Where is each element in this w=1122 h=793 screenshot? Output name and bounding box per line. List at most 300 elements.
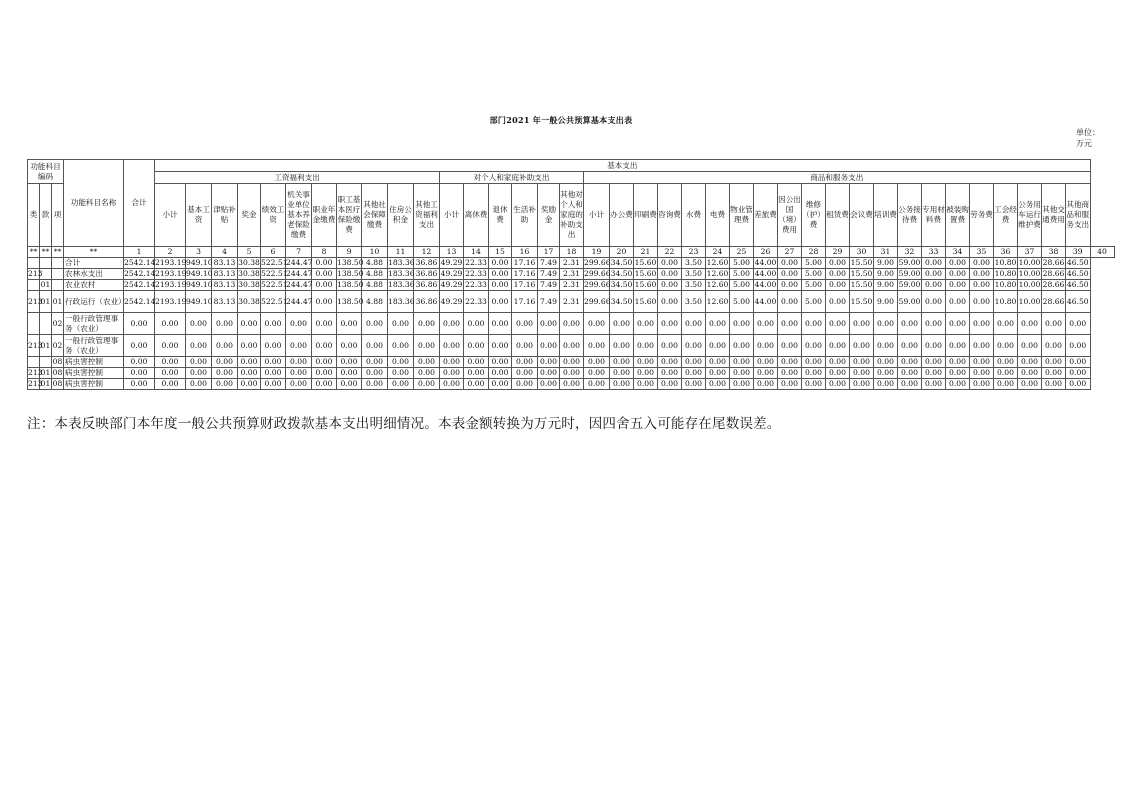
value-cell: 17.16: [512, 269, 538, 280]
value-cell: 0.00: [124, 368, 155, 379]
value-cell: 183.36: [388, 291, 414, 313]
value-cell: 0.00: [994, 368, 1018, 379]
value-cell: 0.00: [778, 258, 802, 269]
value-cell: 0.00: [238, 357, 261, 368]
subject-name-cell: 一般行政管理事务（农业）: [64, 335, 124, 357]
column-number: 4: [212, 247, 238, 258]
goods-col-header: 租赁费: [826, 184, 850, 247]
lei-cell: 213: [28, 379, 43, 388]
goods-col-header: 工会经费: [994, 184, 1018, 247]
value-cell: 49.29: [440, 280, 463, 289]
value-cell: 0.00: [362, 368, 388, 379]
value-cell: 0.00: [238, 335, 261, 357]
value-cell: 0.00: [1066, 357, 1091, 368]
header-row: [28, 160, 1115, 172]
value-cell: 0.00: [658, 269, 682, 280]
value-cell: 0.00: [464, 379, 489, 390]
subject-name-cell: 农林水支出: [64, 269, 124, 280]
value-cell: 0.00: [362, 335, 388, 357]
lei-mark: **: [28, 247, 40, 258]
value-cell: 0.00: [584, 368, 610, 379]
value-cell: 0.00: [754, 357, 778, 368]
value-cell: 0.00: [440, 313, 464, 335]
kuan-cell: 01: [40, 291, 52, 313]
column-number: 22: [658, 247, 682, 258]
value-cell: 0.00: [489, 258, 512, 269]
value-cell: 0.00: [584, 313, 610, 335]
goods-col-header: 物业管理费: [730, 184, 754, 247]
value-cell: 3.50: [682, 291, 706, 313]
value-cell: 0.00: [238, 368, 261, 379]
value-cell: 0.00: [778, 379, 802, 390]
value-cell: 0.00: [489, 379, 512, 390]
value-cell: 0.00: [440, 368, 464, 379]
column-number: 19: [584, 247, 610, 258]
table-body: [28, 258, 1115, 390]
value-cell: 0.00: [802, 357, 826, 368]
value-cell: 0.00: [312, 357, 337, 368]
value-cell: 49.29: [440, 269, 463, 278]
value-cell: 0.00: [512, 368, 538, 379]
value-cell: 0.00: [186, 379, 212, 390]
kuan-mark: **: [40, 247, 52, 258]
value-cell: 34.50: [610, 280, 633, 289]
value-cell: 299.66: [584, 280, 611, 289]
value-cell: 0.00: [414, 379, 440, 390]
value-cell: 0.00: [610, 368, 634, 379]
value-cell: 59.00: [898, 291, 922, 313]
value-cell: 0.00: [362, 313, 388, 335]
xiang-cell: 02: [52, 335, 64, 357]
value-cell: 183.36: [388, 258, 415, 267]
value-cell: 34.50: [610, 269, 633, 278]
column-number: 1: [124, 247, 155, 258]
value-cell: 5.00: [730, 269, 754, 280]
goods-col-header: 被装购置费: [946, 184, 970, 247]
value-cell: 0.00: [337, 368, 362, 379]
value-cell: 2.31: [560, 258, 584, 269]
value-cell: 0.00: [682, 335, 706, 357]
xiang-cell: 01: [52, 291, 64, 313]
value-cell: 0.00: [1018, 335, 1042, 357]
value-cell: 0.00: [754, 335, 778, 357]
value-cell: 2.31: [560, 280, 584, 291]
value-cell: 0.00: [388, 357, 414, 368]
personal-col-header: 离休费: [464, 184, 489, 247]
column-number: 24: [706, 247, 730, 258]
personal-col-header: 其他对个人和家庭的补助支出: [560, 184, 584, 247]
value-cell: 17.16: [512, 291, 538, 313]
value-cell: 0.00: [874, 313, 898, 335]
value-cell: 5.00: [730, 291, 754, 313]
goods-col-header: 咨询费: [658, 184, 682, 247]
table-row: [28, 368, 1115, 379]
column-number: 17: [538, 247, 560, 258]
wage-col-header: 其他工资福利支出: [414, 184, 440, 247]
column-number: 8: [312, 247, 337, 258]
personal-col-header: 生活补助: [512, 184, 538, 247]
value-cell: 0.00: [1042, 335, 1066, 357]
value-cell: 244.47: [286, 291, 312, 313]
value-cell: 0.00: [312, 368, 337, 379]
value-cell: 0.00: [970, 368, 994, 379]
value-cell: 0.00: [970, 280, 994, 291]
value-cell: 10.00: [1018, 269, 1041, 278]
value-cell: 0.00: [898, 368, 922, 379]
value-cell: 30.38: [238, 291, 261, 313]
subject-name-cell: 一般行政管理事务（农业）: [64, 313, 124, 335]
unit-label: 单位：万元: [1076, 128, 1100, 148]
value-cell: 59.00: [898, 269, 921, 278]
table-row: [28, 379, 1115, 390]
xiang-cell: [52, 269, 64, 280]
value-cell: 0.00: [124, 335, 155, 357]
value-cell: 10.00: [1018, 280, 1041, 289]
value-cell: 0.00: [186, 335, 212, 357]
value-cell: 0.00: [337, 335, 362, 357]
value-cell: 0.00: [658, 280, 682, 291]
table-row: [28, 291, 1115, 313]
value-cell: 299.66: [584, 269, 611, 278]
value-cell: 0.00: [754, 379, 778, 390]
value-cell: 0.00: [946, 368, 970, 379]
value-cell: 36.86: [414, 258, 440, 269]
value-cell: 0.00: [754, 368, 778, 379]
value-cell: 0.00: [826, 313, 850, 335]
column-number: 36: [994, 247, 1018, 258]
value-cell: 0.00: [682, 313, 706, 335]
value-cell: 30.38: [238, 280, 260, 289]
code-group-header: 功能科目编码: [28, 160, 64, 184]
value-cell: 0.00: [560, 313, 584, 335]
value-cell: 83.13: [212, 291, 238, 313]
lei-cell: 213: [28, 269, 43, 278]
value-cell: 2542.14: [124, 291, 155, 313]
value-cell: 10.80: [994, 269, 1017, 278]
value-cell: 0.00: [946, 379, 970, 390]
value-cell: 0.00: [414, 368, 440, 379]
value-cell: 0.00: [584, 379, 610, 390]
subject-name-cell: 农业农村: [64, 280, 124, 291]
value-cell: 0.00: [1066, 335, 1091, 357]
name-mark: **: [64, 247, 124, 258]
value-cell: 0.00: [414, 357, 440, 368]
value-cell: 30.38: [238, 258, 260, 267]
value-cell: 30.38: [238, 269, 260, 278]
column-number: 9: [337, 247, 362, 258]
value-cell: 0.00: [778, 335, 802, 357]
value-cell: 0.00: [634, 313, 658, 335]
value-cell: 2.31: [560, 291, 584, 313]
value-cell: 0.00: [682, 368, 706, 379]
value-cell: 0.00: [440, 357, 464, 368]
value-cell: 2542.14: [124, 280, 156, 289]
value-cell: 0.00: [1066, 379, 1091, 390]
value-cell: 0.00: [946, 280, 970, 291]
lei-cell: [28, 313, 40, 335]
column-number: 2: [155, 247, 186, 258]
value-cell: 0.00: [312, 269, 337, 280]
value-cell: 28.66: [1042, 280, 1065, 289]
value-cell: 0.00: [1018, 313, 1042, 335]
value-cell: 0.00: [634, 368, 658, 379]
value-cell: 0.00: [610, 335, 634, 357]
value-cell: 0.00: [1066, 368, 1091, 379]
value-cell: 0.00: [826, 379, 850, 390]
value-cell: 0.00: [778, 280, 802, 291]
value-cell: 0.00: [155, 357, 186, 368]
value-cell: 2542.14: [124, 258, 156, 267]
value-cell: 0.00: [610, 357, 634, 368]
value-cell: 522.51: [261, 291, 286, 313]
value-cell: 522.51: [261, 280, 288, 289]
personal-col-header: 退休费: [489, 184, 512, 247]
value-cell: 0.00: [802, 335, 826, 357]
value-cell: 0.00: [464, 368, 489, 379]
wage-col-header: 机关事业单位基本养老保险缴费: [286, 184, 312, 247]
subject-name-cell: 病虫害控制: [64, 379, 124, 390]
value-cell: 0.00: [946, 291, 970, 313]
value-cell: 0.00: [658, 368, 682, 379]
column-number-row: [28, 247, 1115, 258]
value-cell: 12.60: [706, 280, 729, 289]
value-cell: 138.50: [337, 258, 364, 267]
goods-col-header: 办公费: [610, 184, 634, 247]
value-cell: 49.29: [440, 258, 463, 267]
value-cell: 0.00: [778, 269, 802, 280]
value-cell: 0.00: [730, 357, 754, 368]
value-cell: 0.00: [850, 379, 874, 390]
value-cell: 0.00: [922, 280, 946, 291]
xiang-cell: 08: [52, 379, 63, 388]
value-cell: 0.00: [238, 379, 261, 390]
xiang-cell: 02: [52, 313, 64, 335]
value-cell: 0.00: [489, 313, 512, 335]
value-cell: 46.50: [1066, 258, 1089, 267]
value-cell: 0.00: [212, 368, 238, 379]
value-cell: 0.00: [1018, 357, 1042, 368]
column-number: 13: [440, 247, 464, 258]
value-cell: 0.00: [706, 379, 730, 390]
personal-group-header: 对个人和家庭补助支出: [440, 172, 584, 184]
value-cell: 34.50: [610, 258, 633, 267]
column-number: 21: [634, 247, 658, 258]
value-cell: 0.00: [970, 258, 994, 269]
kuan-cell: 01: [40, 368, 51, 377]
value-cell: 12.60: [706, 258, 729, 267]
value-cell: 0.00: [124, 379, 155, 390]
value-cell: 0.00: [922, 258, 946, 269]
value-cell: 0.00: [898, 379, 922, 390]
value-cell: 0.00: [312, 379, 337, 390]
goods-col-header: 因公出国（境）费用: [778, 184, 802, 247]
column-number: 11: [388, 247, 414, 258]
value-cell: 9.00: [874, 258, 898, 269]
value-cell: 0.00: [388, 313, 414, 335]
value-cell: 0.00: [124, 357, 155, 368]
value-cell: 0.00: [489, 269, 512, 280]
value-cell: 46.50: [1066, 291, 1091, 313]
value-cell: 949.10: [186, 269, 213, 278]
value-cell: 0.00: [730, 368, 754, 379]
column-number: 37: [1018, 247, 1042, 258]
value-cell: 0.00: [922, 291, 946, 313]
column-number: 23: [682, 247, 706, 258]
column-number: 7: [286, 247, 312, 258]
value-cell: 0.00: [994, 379, 1018, 390]
value-cell: 9.00: [874, 291, 898, 313]
value-cell: 34.50: [610, 291, 634, 313]
column-number: 15: [489, 247, 512, 258]
value-cell: 22.33: [464, 291, 489, 313]
value-cell: 0.00: [970, 357, 994, 368]
value-cell: 36.86: [414, 269, 440, 280]
xiang-header: 项: [52, 184, 64, 247]
value-cell: 7.49: [538, 269, 560, 280]
value-cell: 0.00: [560, 379, 584, 390]
value-cell: 0.00: [658, 335, 682, 357]
personal-col-header: 奖励金: [538, 184, 560, 247]
value-cell: 0.00: [826, 368, 850, 379]
value-cell: 0.00: [212, 357, 238, 368]
name-header: 功能科目名称: [64, 160, 124, 247]
value-cell: 138.50: [337, 280, 364, 289]
footnote: 注：本表反映部门本年度一般公共预算财政拨款基本支出明细情况。本表金额转换为万元时，因四舍五入可能存在尾数误差。: [27, 416, 781, 432]
value-cell: 0.00: [362, 379, 388, 390]
value-cell: 0.00: [778, 368, 802, 379]
column-number: 31: [874, 247, 898, 258]
value-cell: 0.00: [970, 379, 994, 390]
value-cell: 59.00: [898, 258, 921, 267]
value-cell: 28.66: [1042, 269, 1065, 278]
goods-col-header: 水费: [682, 184, 706, 247]
goods-col-header: 培训费: [874, 184, 898, 247]
kuan-cell: 01: [40, 379, 51, 388]
value-cell: 5.00: [730, 280, 754, 291]
value-cell: 0.00: [286, 357, 312, 368]
value-cell: 0.00: [312, 313, 337, 335]
column-number: 32: [898, 247, 922, 258]
value-cell: 0.00: [826, 269, 850, 280]
value-cell: 0.00: [994, 335, 1018, 357]
value-cell: 0.00: [706, 335, 730, 357]
value-cell: 0.00: [898, 357, 922, 368]
value-cell: 0.00: [440, 335, 464, 357]
lei-cell: 213: [28, 368, 43, 377]
value-cell: 0.00: [124, 313, 155, 335]
value-cell: 0.00: [922, 269, 946, 280]
value-cell: 0.00: [286, 313, 312, 335]
value-cell: 0.00: [337, 379, 362, 390]
value-cell: 0.00: [658, 291, 682, 313]
value-cell: 0.00: [970, 291, 994, 313]
wage-col-header: 职业年金缴费: [312, 184, 337, 247]
value-cell: 4.88: [362, 269, 388, 280]
value-cell: 949.10: [186, 280, 213, 289]
xiang-cell: [52, 280, 64, 291]
wage-group-header: 工资福利支出: [155, 172, 440, 184]
value-cell: 28.66: [1042, 291, 1066, 313]
kuan-cell: [40, 313, 52, 335]
value-cell: 0.00: [850, 357, 874, 368]
value-cell: 0.00: [388, 368, 414, 379]
table-row: [28, 357, 1115, 368]
value-cell: 9.00: [874, 269, 898, 280]
column-number: 35: [970, 247, 994, 258]
value-cell: 44.00: [754, 269, 777, 278]
value-cell: 0.00: [337, 313, 362, 335]
value-cell: 244.47: [286, 280, 313, 289]
lei-header: 类: [28, 184, 40, 247]
value-cell: 244.47: [286, 258, 313, 267]
value-cell: 15.50: [850, 258, 873, 267]
value-cell: 0.00: [261, 357, 286, 368]
value-cell: 0.00: [682, 379, 706, 390]
value-cell: 522.51: [261, 269, 288, 278]
value-cell: 2193.19: [155, 280, 187, 289]
value-cell: 0.00: [922, 335, 946, 357]
value-cell: 0.00: [238, 313, 261, 335]
value-cell: 17.16: [512, 258, 538, 269]
value-cell: 4.88: [362, 258, 388, 269]
value-cell: 0.00: [560, 357, 584, 368]
value-cell: 949.10: [186, 291, 212, 313]
value-cell: 2193.19: [155, 258, 187, 267]
value-cell: 0.00: [754, 313, 778, 335]
value-cell: 0.00: [1042, 368, 1066, 379]
value-cell: 0.00: [874, 368, 898, 379]
table-row: [28, 313, 1115, 335]
wage-col-header: 小计: [155, 184, 186, 247]
value-cell: 0.00: [414, 335, 440, 357]
wage-col-header: 奖金: [238, 184, 261, 247]
value-cell: 0.00: [994, 357, 1018, 368]
value-cell: 83.13: [212, 269, 238, 280]
value-cell: 10.80: [994, 280, 1017, 289]
value-cell: 0.00: [802, 313, 826, 335]
page-title: 部门2021 年一般公共预算基本支出表: [489, 115, 633, 125]
value-cell: 0.00: [922, 379, 946, 390]
column-number: 25: [730, 247, 754, 258]
value-cell: 0.00: [730, 335, 754, 357]
value-cell: 2.31: [560, 269, 584, 280]
goods-col-header: 劳务费: [970, 184, 994, 247]
xiang-mark: **: [52, 247, 64, 258]
xiang-cell: [52, 258, 64, 269]
value-cell: 183.36: [388, 269, 415, 278]
column-number: 28: [802, 247, 826, 258]
value-cell: 15.50: [850, 269, 873, 278]
value-cell: 0.00: [1042, 313, 1066, 335]
value-cell: 0.00: [946, 357, 970, 368]
value-cell: 15.60: [634, 258, 657, 267]
value-cell: 0.00: [658, 379, 682, 390]
value-cell: 0.00: [261, 335, 286, 357]
value-cell: 0.00: [1042, 357, 1066, 368]
value-cell: 0.00: [922, 313, 946, 335]
value-cell: 0.00: [261, 368, 286, 379]
value-cell: 4.88: [362, 291, 388, 313]
value-cell: 0.00: [312, 258, 337, 269]
value-cell: 7.49: [538, 258, 560, 269]
value-cell: 0.00: [440, 379, 464, 390]
value-cell: 0.00: [826, 258, 850, 269]
value-cell: 0.00: [538, 335, 560, 357]
wage-col-header: 基本工资: [186, 184, 212, 247]
value-cell: 0.00: [388, 379, 414, 390]
value-cell: 0.00: [706, 313, 730, 335]
value-cell: 17.16: [512, 280, 538, 291]
